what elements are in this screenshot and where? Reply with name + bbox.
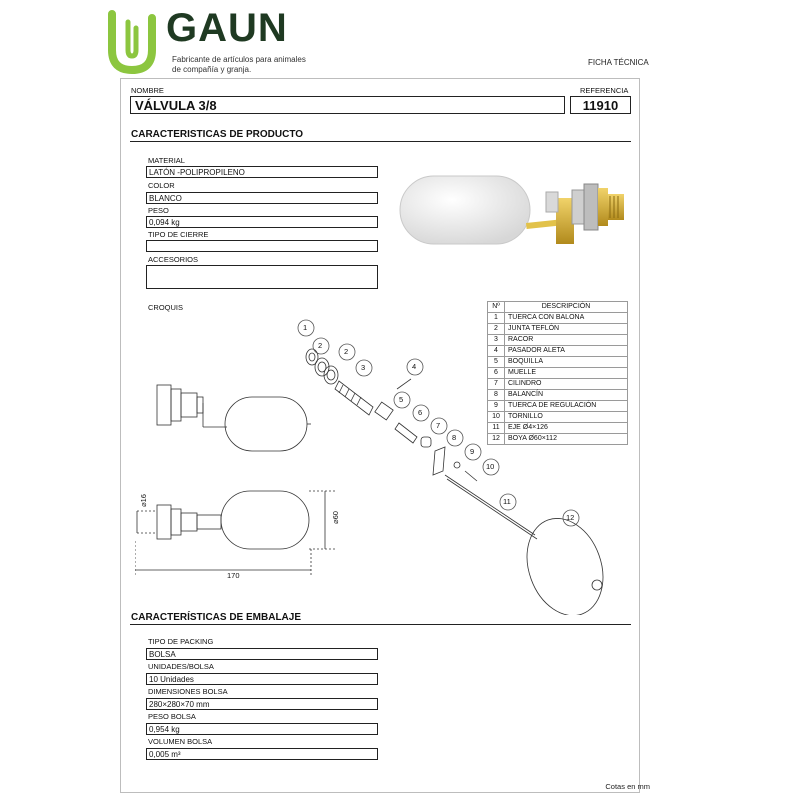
- product-section-title: CARACTERISTICAS DE PRODUCTO: [131, 129, 304, 140]
- dim-16: ⌀16: [138, 494, 148, 507]
- parts-row: [488, 346, 628, 357]
- part-number: 8: [488, 390, 505, 401]
- parts-row: [488, 313, 628, 324]
- section-divider: [130, 624, 631, 625]
- color-label: COLOR: [148, 181, 175, 190]
- part-description: CILINDRO: [505, 379, 628, 390]
- parts-col-desc: DESCRIPCIÓN: [505, 302, 628, 313]
- part-description: PASADOR ALETA: [505, 346, 628, 357]
- callout-7: 7: [436, 421, 441, 430]
- part-description: MUELLE: [505, 368, 628, 379]
- closure-label: TIPO DE CIERRE: [148, 230, 209, 239]
- color-field: BLANCO: [146, 192, 378, 204]
- units-label: UNIDADES/BOLSA: [148, 662, 214, 671]
- callout-4: 4: [412, 362, 417, 371]
- parts-row: [488, 368, 628, 379]
- part-description: JUNTA TEFLÓN: [505, 324, 628, 335]
- product-ref: 11910: [570, 96, 631, 114]
- parts-col-n: Nº: [488, 302, 505, 313]
- bag-weight-label: PESO BOLSA: [148, 712, 196, 721]
- volume-label: VOLUMEN BOLSA: [148, 737, 213, 746]
- part-number: 12: [488, 434, 505, 445]
- accessories-field: [146, 265, 378, 289]
- callout-10: 10: [486, 462, 495, 471]
- callout-1: 1: [303, 323, 308, 332]
- part-number: 6: [488, 368, 505, 379]
- parts-row: [488, 357, 628, 368]
- part-description: RACOR: [505, 335, 628, 346]
- side-view-top: [157, 385, 311, 451]
- part-number: 11: [488, 423, 505, 434]
- weight-label: PESO: [148, 206, 169, 215]
- callout-5: 5: [399, 395, 404, 404]
- part-number: 1: [488, 313, 505, 324]
- sketch-label: CROQUIS: [148, 303, 184, 312]
- doc-type: FICHA TÉCNICA: [588, 58, 649, 67]
- packing-label: TIPO DE PACKING: [148, 637, 214, 646]
- parts-row: [488, 401, 628, 412]
- units-note: Cotas en mm: [605, 782, 650, 791]
- packaging-section-title: CARACTERÍSTICAS DE EMBALAJE: [131, 612, 302, 623]
- bag-weight-field: 0,954 kg: [146, 723, 378, 735]
- parts-row: [488, 390, 628, 401]
- part-description: BOQUILLA: [505, 357, 628, 368]
- weight-field: 0,094 kg: [146, 216, 378, 228]
- units-field: 10 Unidades: [146, 673, 378, 685]
- part-description: BOYA Ø60×112: [505, 434, 628, 445]
- material-label: MATERIAL: [148, 156, 185, 165]
- part-number: 4: [488, 346, 505, 357]
- callout-8: 8: [452, 433, 457, 442]
- part-description: BALANCÍN: [505, 390, 628, 401]
- callout-11: 11: [503, 497, 511, 506]
- gaun-logo-icon: [104, 8, 160, 74]
- part-number: 2: [488, 324, 505, 335]
- parts-row: [488, 423, 628, 434]
- name-label: NOMBRE: [131, 86, 164, 95]
- product-photo: [396, 168, 636, 252]
- accessories-label: ACCESORIOS: [148, 255, 199, 264]
- part-number: 7: [488, 379, 505, 390]
- part-description: TUERCA CON BALONA: [505, 313, 628, 324]
- parts-row: [488, 335, 628, 346]
- dim-60: ⌀60: [330, 511, 340, 524]
- dims-label: DIMENSIONES BOLSA: [148, 687, 228, 696]
- callout-3: 3: [361, 363, 366, 372]
- side-view-dimensioned: [135, 491, 335, 577]
- part-number: 10: [488, 412, 505, 423]
- volume-field: 0,005 m³: [146, 748, 378, 760]
- callout-2a: 2: [318, 341, 323, 350]
- part-description: TUERCA DE REGULACIÓN: [505, 401, 628, 412]
- callout-2b: 2: [344, 347, 349, 356]
- callout-6: 6: [418, 408, 423, 417]
- product-name: VÁLVULA 3/8: [130, 96, 565, 114]
- parts-row: [488, 324, 628, 335]
- brand-name: GAUN: [166, 6, 288, 50]
- part-number: 5: [488, 357, 505, 368]
- dim-170: 170: [227, 571, 240, 580]
- part-description: TORNILLO: [505, 412, 628, 423]
- closure-field: [146, 240, 378, 252]
- part-number: 3: [488, 335, 505, 346]
- packing-field: BOLSA: [146, 648, 378, 660]
- parts-row: [488, 379, 628, 390]
- parts-row: [488, 434, 628, 445]
- ref-label: REFERENCIA: [580, 86, 629, 95]
- callout-12: 12: [566, 513, 575, 522]
- dims-field: 280×280×70 mm: [146, 698, 378, 710]
- parts-header-row: [488, 302, 628, 313]
- material-field: LATÓN -POLIPROPILENO: [146, 166, 378, 178]
- part-number: 9: [488, 401, 505, 412]
- brand-tagline: Fabricante de artículos para animales de compañía y granja.: [172, 55, 306, 74]
- parts-row: [488, 412, 628, 423]
- section-divider: [130, 141, 631, 142]
- part-description: EJE Ø4×126: [505, 423, 628, 434]
- parts-table: [487, 301, 628, 445]
- callout-9: 9: [470, 447, 475, 456]
